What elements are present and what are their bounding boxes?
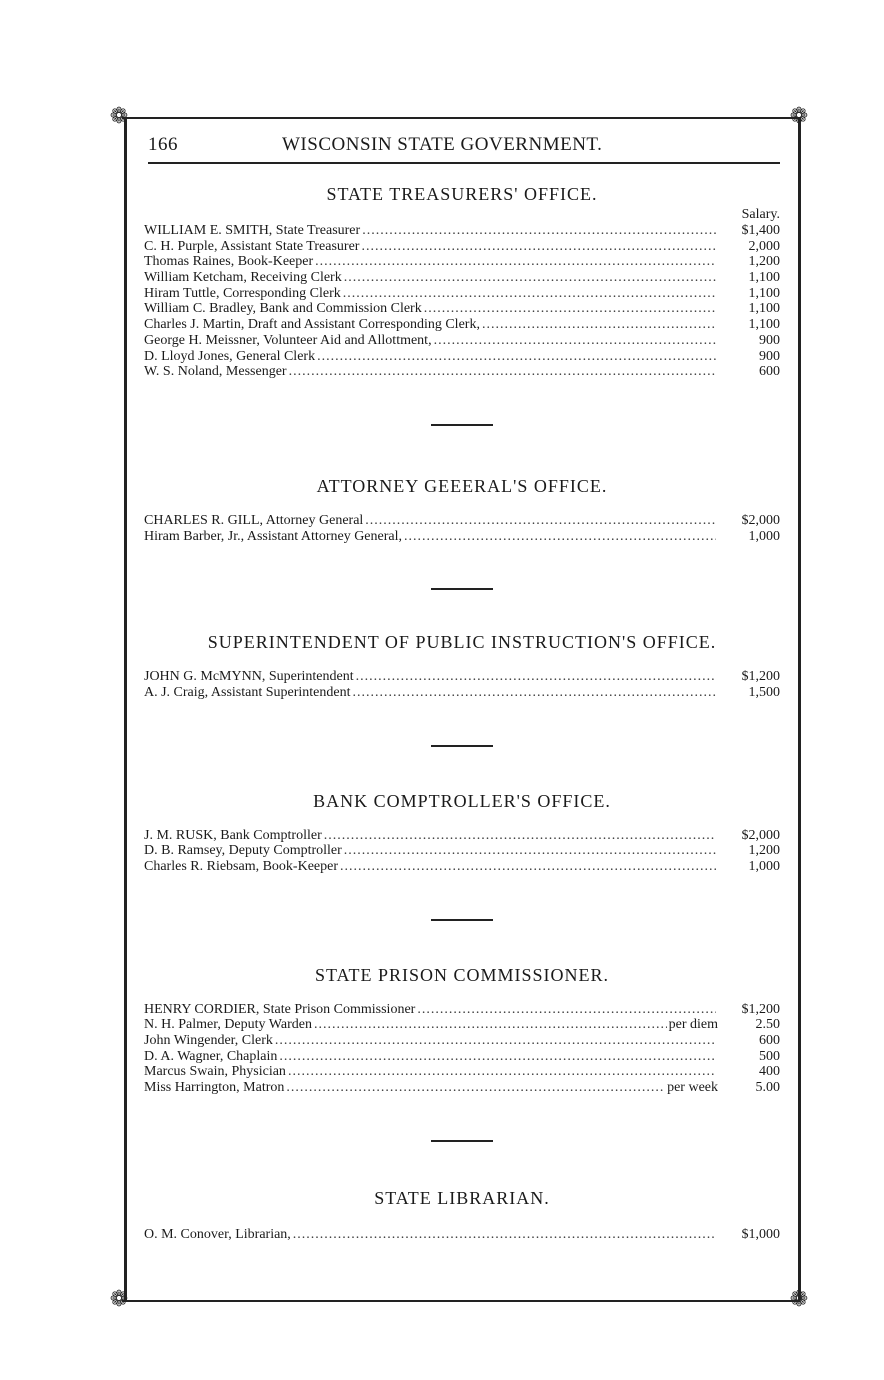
- list-item: [144, 286, 780, 302]
- entry-amount: 1,200: [748, 254, 780, 270]
- list-item: [144, 828, 780, 844]
- list-item: [144, 669, 780, 685]
- entry-amount: $1,000: [741, 1226, 780, 1242]
- section-divider: [431, 424, 493, 426]
- salary-list: [144, 513, 780, 544]
- entry-label: N. H. Palmer, Deputy Warden: [144, 1017, 312, 1033]
- leader-dots: [289, 364, 716, 380]
- entry-unit: per week: [667, 1080, 718, 1096]
- corner-ornament-icon: ❁: [109, 104, 129, 129]
- leader-dots: [275, 1033, 716, 1049]
- entry-amount: $1,400: [741, 223, 780, 238]
- section-bank-comptroller: [144, 791, 780, 875]
- list-item: [144, 1049, 780, 1065]
- section-divider: [431, 745, 493, 747]
- entry-label: D. B. Ramsey, Deputy Comptroller: [144, 843, 342, 859]
- salary-list: [144, 828, 780, 875]
- section-state-treasurer: [144, 184, 780, 380]
- leader-dots: [424, 301, 716, 317]
- list-item: [144, 859, 780, 875]
- entry-label: William C. Bradley, Bank and Commission Clerk: [144, 301, 422, 317]
- corner-ornament-icon: ❁: [789, 1287, 809, 1312]
- leader-dots: [286, 1080, 665, 1096]
- border-right: [798, 117, 801, 1300]
- list-item: [144, 685, 780, 701]
- salary-list: [144, 1227, 780, 1243]
- entry-label: John Wingender, Clerk: [144, 1033, 273, 1049]
- entry-label: Charles R. Riebsam, Book-Keeper: [144, 859, 339, 874]
- leader-dots: [314, 1017, 667, 1033]
- list-item: [144, 1017, 780, 1033]
- entry-amount: 1,100: [748, 301, 780, 317]
- entry-label: Thomas Raines, Book-Keeper: [144, 254, 314, 270]
- corner-ornament-icon: ❁: [109, 1287, 129, 1312]
- entry-amount: $1,200: [741, 669, 780, 685]
- leader-dots: [434, 333, 716, 349]
- section-attorney-general: [144, 476, 780, 544]
- entry-amount: 1,500: [748, 684, 780, 700]
- leader-dots: [279, 1049, 716, 1065]
- page-number: 166: [148, 134, 178, 155]
- list-item: [144, 1080, 780, 1096]
- entry-amount: 2,000: [748, 238, 780, 254]
- list-item: [144, 364, 780, 380]
- page-content: [144, 134, 780, 1243]
- entry-label: O. M. Conover, Librarian,: [144, 1226, 291, 1242]
- list-item: [144, 1227, 780, 1243]
- section-title: SUPERINTENDENT OF PUBLIC INSTRUCTION'S OFFICE.: [207, 632, 717, 653]
- border-bottom: [122, 1300, 800, 1302]
- entry-amount: 1,100: [748, 270, 780, 286]
- entry-amount: 1,000: [748, 859, 780, 874]
- entry-label: D. A. Wagner, Chaplain: [144, 1048, 278, 1064]
- section-title: STATE PRISON COMMISSIONER.: [314, 964, 610, 985]
- section-title: STATE TREASURERS' OFFICE.: [326, 184, 598, 204]
- salary-list: [144, 669, 780, 700]
- entry-amount: 900: [759, 348, 780, 364]
- entry-label: George H. Meissner, Volunteer Aid and Allottment,: [144, 332, 432, 348]
- entry-unit: per diem: [668, 1017, 718, 1033]
- list-item: [144, 349, 780, 365]
- list-item: [144, 254, 780, 270]
- entry-amount: 5.00: [755, 1080, 780, 1096]
- entry-amount: 1,000: [748, 528, 780, 544]
- leader-dots: [361, 239, 716, 255]
- entry-label: C. H. Purple, Assistant State Treasurer: [144, 238, 360, 254]
- entry-amount: $2,000: [741, 512, 780, 528]
- salary-heading: Salary.: [741, 207, 780, 222]
- list-item: [144, 317, 780, 333]
- leader-dots: [362, 223, 716, 239]
- entry-amount: 900: [759, 332, 780, 348]
- leader-dots: [356, 669, 716, 685]
- leader-dots: [340, 859, 716, 875]
- section-divider: [431, 919, 493, 921]
- entry-amount: 500: [759, 1048, 780, 1064]
- section-title: STATE LIBRARIAN.: [374, 1187, 550, 1208]
- section-divider: [431, 1140, 493, 1142]
- entry-label: Miss Harrington, Matron: [144, 1080, 285, 1096]
- leader-dots: [343, 286, 716, 302]
- section-title: ATTORNEY GEEERAL'S OFFICE.: [316, 475, 608, 496]
- leader-dots: [317, 349, 716, 365]
- section-state-librarian: [144, 1188, 780, 1243]
- leader-dots: [344, 270, 716, 286]
- entry-label: Marcus Swain, Physician: [144, 1064, 286, 1080]
- leader-dots: [353, 685, 717, 701]
- entry-amount: 1,200: [748, 843, 780, 859]
- leader-dots: [344, 843, 716, 859]
- list-item: [144, 301, 780, 317]
- leader-dots: [315, 254, 716, 270]
- entry-label: W. S. Noland, Messenger: [144, 364, 287, 380]
- border-left: [124, 117, 127, 1300]
- corner-ornament-icon: ❁: [789, 104, 809, 129]
- list-item: [144, 513, 780, 529]
- list-item: [144, 529, 780, 545]
- entry-amount: 1,100: [748, 285, 780, 301]
- list-item: [144, 1033, 780, 1049]
- entry-label: JOHN G. McMYNN, Superintendent: [144, 669, 354, 685]
- section-title: BANK COMPTROLLER'S OFFICE.: [313, 790, 611, 811]
- border-top: [122, 117, 800, 119]
- list-item: [144, 333, 780, 349]
- leader-dots: [288, 1064, 716, 1080]
- list-item: [144, 270, 780, 286]
- entry-amount: 600: [759, 1033, 780, 1049]
- entry-amount: $1,200: [741, 1001, 780, 1017]
- entry-amount: 1,100: [748, 317, 780, 333]
- entry-label: D. Lloyd Jones, General Clerk: [144, 348, 316, 364]
- list-item: [144, 843, 780, 859]
- section-public-instruction: [144, 632, 780, 700]
- leader-dots: [293, 1227, 716, 1243]
- list-item: [144, 223, 780, 239]
- running-head: [148, 134, 780, 164]
- list-item: [144, 239, 780, 255]
- leader-dots: [365, 513, 716, 529]
- entry-amount: 600: [759, 364, 780, 380]
- salary-list: [144, 223, 780, 380]
- entry-label: A. J. Craig, Assistant Superintendent: [144, 684, 351, 700]
- entry-label: CHARLES R. GILL, Attorney General: [144, 512, 364, 528]
- entry-label: Hiram Barber, Jr., Assistant Attorney General,: [144, 528, 402, 544]
- list-item: [144, 1002, 780, 1018]
- leader-dots: [324, 828, 716, 844]
- entry-label: William Ketcham, Receiving Clerk: [144, 270, 342, 286]
- entry-label: WILLIAM E. SMITH, State Treasurer: [144, 223, 361, 238]
- entry-amount: $2,000: [741, 827, 780, 843]
- entry-amount: 400: [759, 1064, 780, 1080]
- running-title: WISCONSIN STATE GOVERNMENT.: [282, 134, 603, 155]
- entry-amount: 2.50: [755, 1017, 780, 1033]
- section-divider: [431, 588, 493, 590]
- entry-label: HENRY CORDIER, State Prison Commissioner: [144, 1001, 416, 1017]
- entry-label: J. M. RUSK, Bank Comptroller: [144, 827, 322, 843]
- entry-label: Charles J. Martin, Draft and Assistant Corresponding Clerk,: [144, 317, 480, 333]
- leader-dots: [404, 529, 716, 545]
- salary-list: [144, 1002, 780, 1096]
- section-state-prison: [144, 965, 780, 1096]
- leader-dots: [417, 1002, 716, 1018]
- leader-dots: [482, 317, 716, 333]
- entry-label: Hiram Tuttle, Corresponding Clerk: [144, 285, 341, 301]
- list-item: [144, 1064, 780, 1080]
